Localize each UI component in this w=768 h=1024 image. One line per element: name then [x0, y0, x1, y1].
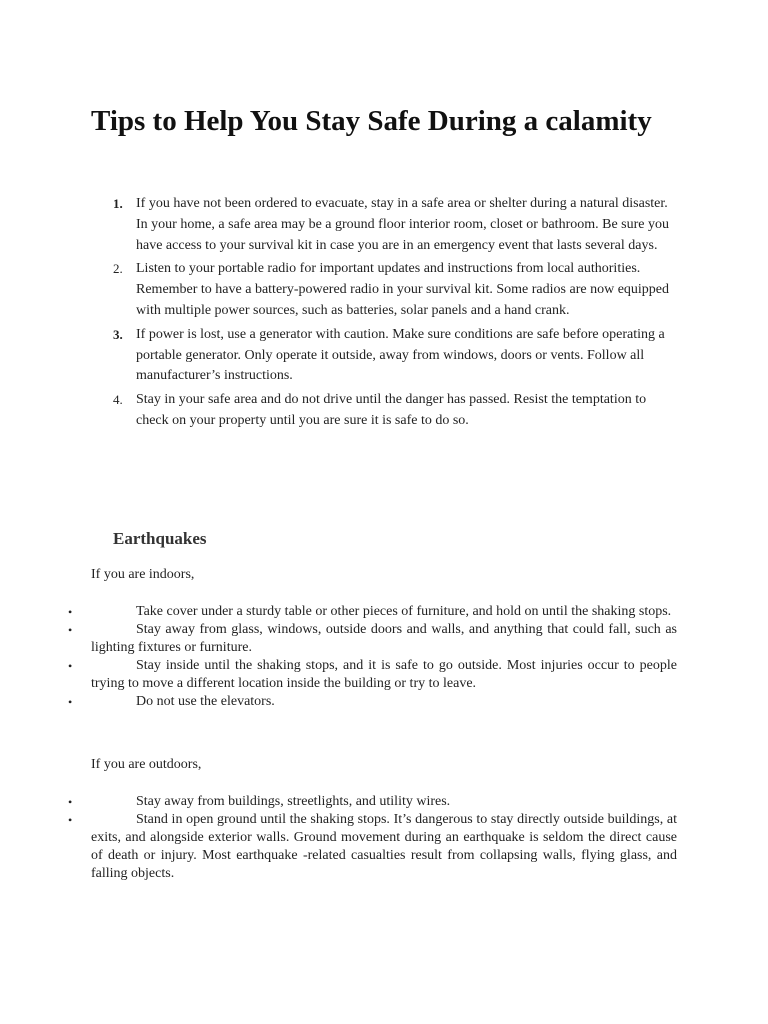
- bullet-text: Stay away from glass, windows, outside doors and walls, and anything that could fall, such as lighting fixtures or furniture.: [91, 622, 677, 655]
- tip-number: 3.: [113, 326, 123, 342]
- page-title: Tips to Help You Stay Safe During a calamity: [91, 105, 652, 137]
- bullet-icon: •: [68, 659, 73, 673]
- bullet-item: [68, 693, 677, 711]
- outdoors-intro: If you are outdoors,: [91, 757, 202, 772]
- bullet-icon: •: [68, 695, 73, 709]
- tip-number: 4.: [113, 392, 123, 408]
- bullet-item: [68, 793, 677, 811]
- bullet-text: Stay away from buildings, streetlights, and utility wires.: [136, 794, 451, 809]
- tip-number: 1.: [113, 196, 123, 211]
- bullet-icon: •: [68, 605, 73, 619]
- bullet-item: [68, 657, 677, 693]
- indoors-bullet-list: [0, 603, 768, 711]
- bullet-text: Do not use the elevators.: [136, 694, 275, 709]
- bullet-icon: •: [68, 813, 73, 827]
- tip-item: [0, 325, 681, 387]
- tip-text: If you have not been ordered to evacuate, stay in a safe area or shelter during a natural disaster. In your home, a safe area may be a ground floor interior room, closet or bathroom. Be sure you have access to your survival kit in case you are in an emergency event that lasts several days.: [136, 196, 669, 253]
- bullet-text: Stay inside until the shaking stops, and it is safe to go outside. Most injuries occur to people trying to move a different location inside the building or try to leave.: [91, 658, 677, 691]
- tip-text: Stay in your safe area and do not drive until the danger has passed. Resist the temptation to check on your property until you are sure it is safe to do so.: [136, 392, 647, 428]
- tip-text: Listen to your portable radio for important updates and instructions from local authorities. Remember to have a battery-powered radio in your survival kit. Some radios are now equipped with multiple power sources, such as batteries, solar panels and a hand crank.: [136, 261, 670, 318]
- bullet-text: Stand in open ground until the shaking stops. It’s dangerous to stay directly outside buildings, at exits, and alongside exterior walls. Ground movement during an earthquake is seldom the direct cause of death or injury. Most earthquake -related casualties result from collapsing walls, flying glass, and falling objects.: [91, 812, 677, 881]
- bullet-text: Take cover under a sturdy table or other pieces of furniture, and hold on until the shaking stops.: [136, 604, 672, 619]
- bullet-item: [68, 811, 677, 883]
- tip-item: [0, 259, 681, 321]
- outdoors-bullet-list: [0, 793, 768, 883]
- section-heading-earthquakes: Earthquakes: [113, 529, 207, 548]
- tip-number: 2.: [113, 261, 123, 277]
- tip-text: If power is lost, use a generator with caution. Make sure conditions are safe before operating a portable generator. Only operate it outside, away from windows, doors or vents. Follow all manufacturer’s instructions.: [136, 326, 665, 384]
- bullet-icon: •: [68, 795, 73, 809]
- tip-item: [0, 194, 681, 256]
- tip-item: [0, 390, 681, 432]
- bullet-item: [68, 621, 677, 657]
- tips-list: [0, 194, 768, 435]
- bullet-icon: •: [68, 623, 73, 637]
- bullet-item: [68, 603, 677, 621]
- indoors-intro: If you are indoors,: [91, 567, 195, 582]
